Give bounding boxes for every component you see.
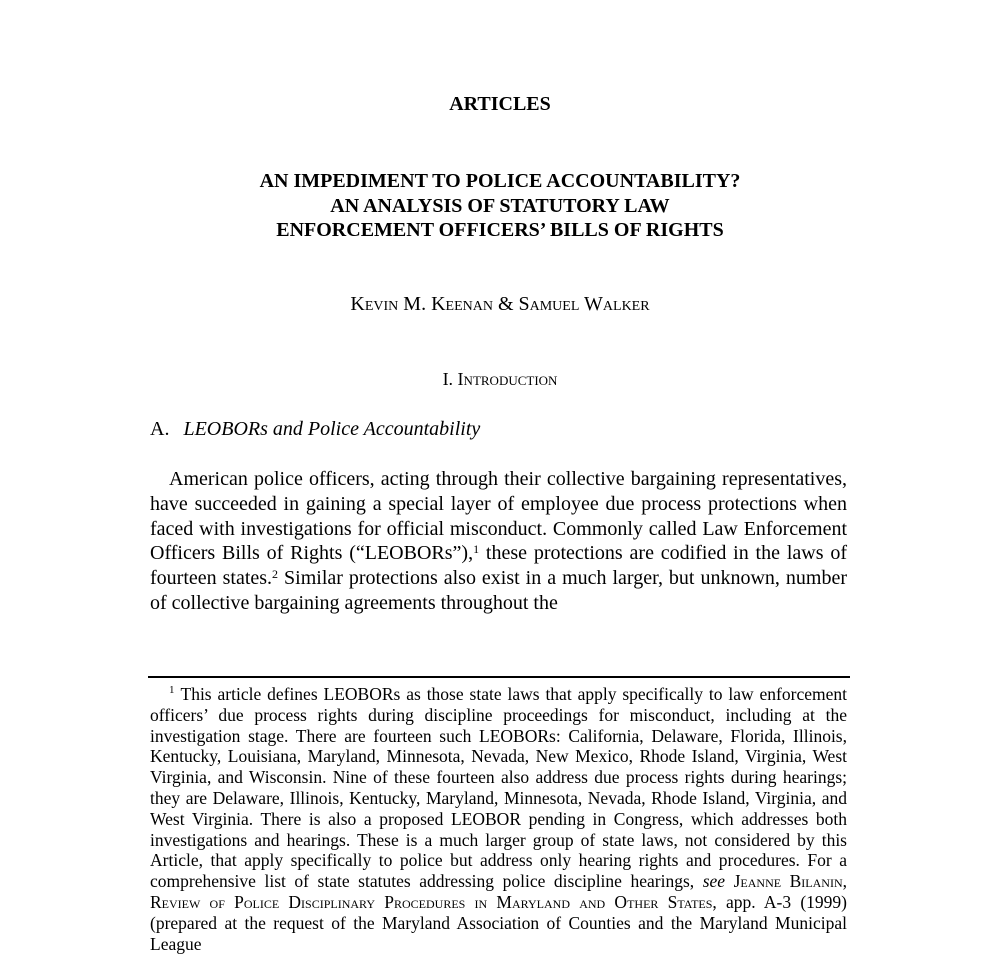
- body-text-part-3: Similar protections also exist in a much larger, but unknown, number of collective bargaining agreements throughout the: [150, 567, 847, 614]
- footnote-book-title: Review of Police Disciplinary Procedures in Maryland and Other States: [150, 891, 713, 912]
- subsection-heading: [150, 418, 480, 441]
- title-line-3: ENFORCEMENT OFFICERS’ BILLS OF RIGHTS: [276, 219, 724, 241]
- title-line-2: AN ANALYSIS OF STATUTORY LAW: [330, 194, 670, 217]
- footnote-ref-1[interactable]: 1: [473, 542, 480, 557]
- section-heading: I. Introduction: [442, 369, 558, 389]
- body-paragraph: [150, 467, 847, 616]
- article-title: [0, 169, 1000, 243]
- footnote-number: 1: [169, 684, 175, 696]
- author-line: Kevin M. Keenan & Samuel Walker: [350, 293, 650, 315]
- footnote-1: [150, 684, 847, 954]
- subsection-label: A.: [150, 418, 170, 440]
- subsection-title: LEOBORs and Police Accountability: [183, 418, 481, 440]
- title-line-1: AN IMPEDIMENT TO POLICE ACCOUNTABILITY?: [259, 170, 741, 192]
- footnote-text-part-1: This article defines LEOBORs as those state laws that apply specifically to law enforcement officers’ due process rights during discipline proceedings for misconduct, including at the investigation stage. There are fourteen such LEOBORs: California, Delaware, Florida, Illinois, Kentucky, Louisiana, Maryland, Minnesota, Nevada, New Mexico, Rhode Island, Virginia, West Virginia, and Wisconsin. Nine of these fourteen also address due process rights during hearings; they are Delaware, Illinois, Kentucky, Maryland, Minnesota, Nevada, Rhode Island, Virginia, and West Virginia. There is also a proposed LEOBOR pending in Congress, which addresses both investigations and hearings. These is a much larger group of state laws, not considered by this Article, that apply specifically to police but address only hearing rights and procedures. For a comprehensive list of state statutes addressing police discipline hearings,: [150, 684, 847, 892]
- body-text-part-1: American police officers, acting through their collective bargaining representatives, have succeeded in gaining a special layer of employee due process protections when faced with investigations for official misconduct. Commonly called Law Enforcement Officers Bills of Rights (“LEOBORs”),: [150, 468, 847, 565]
- articles-heading: ARTICLES: [449, 93, 551, 115]
- footnote-comma: ,: [842, 871, 847, 892]
- footnote-text-part-2: , app. A-3 (1999) (prepared at the request of the Maryland Association of Counties and the Maryland Municipal League: [150, 891, 847, 954]
- body-text-part-2: these protections are codified in the laws of fourteen states.: [150, 542, 847, 590]
- footnote-divider: [148, 676, 850, 678]
- footnote-ref-2[interactable]: 2: [272, 567, 279, 582]
- footnote-see: see: [702, 871, 726, 892]
- footnote-author: Jeanne Bilanin: [733, 871, 843, 892]
